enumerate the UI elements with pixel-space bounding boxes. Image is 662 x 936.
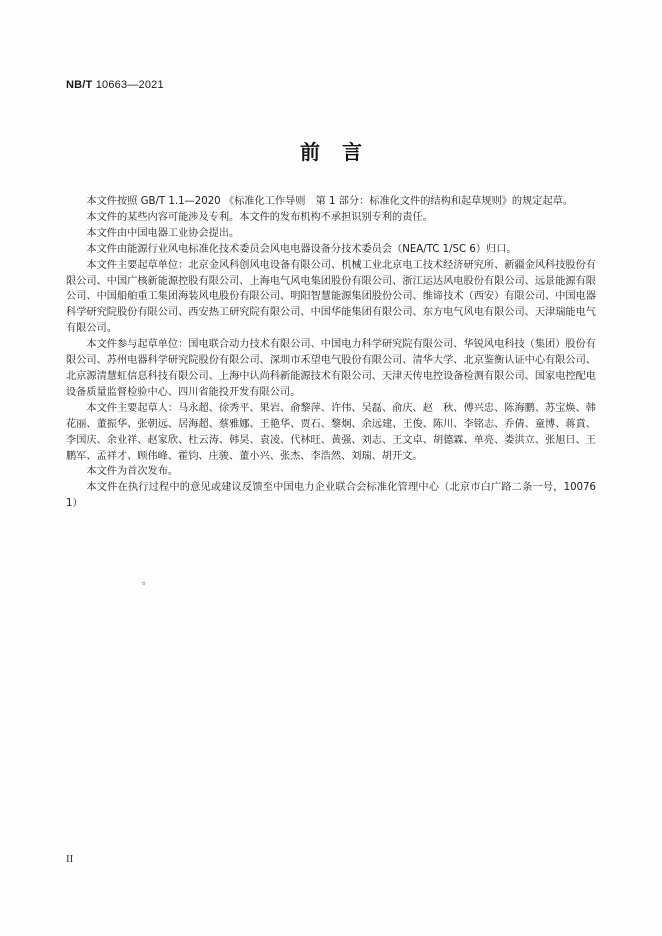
paragraph-main-drafting-units: 本文件主要起草单位：北京金风科创风电设备有限公司、机械工业北京电工技术经济研究所、新疆金风科技股份有限公司、中国广核新能源控股有限公司、上海电气风电集团股份有限公司、浙江运达风电股份有限公司、远景能源有限公司、中国船舶重工集团海装风电股份有限公司、明阳智慧能源集团股份公司、维谛技术（西安）有限公司、中国电器科学研究院股份有限公司、西安热工研究院有限公司、中国华能集团有限公司、东方电气风电有限公司、天津瑞能电气有限公司。 bbox=[66, 259, 596, 335]
paragraph-proposer: 本文件由中国电器工业协会提出。 bbox=[86, 227, 240, 239]
foreword-body bbox=[66, 194, 596, 512]
trailing-mark: 。 bbox=[142, 576, 152, 587]
page-title: 前言 bbox=[300, 140, 384, 164]
paragraph-main-drafters: 本文件主要起草人：马永超、徐秀平、果岩、俞黎萍、许伟、吴磊、俞庆、赵 秋、傅兴忠、陈海鹏、苏宝焕、韩花丽、董振华、张朝远、居海超、蔡雅娜、王艳华、贾石、黎炯、余远建、王俊、陈川、李铭志、乔倩、童博、蒋賁、李国庆、余业祥、赵家欣、杜云涛、韩昊、袁凌、代林旺、黄强、刘志、王文卓、胡德霖、单亮、娄洪立、张旭日、王鹏军、孟祥才、顾伟峰、霍钧、庄骏、董小兴、张杰、李浩然、刘瑞、胡开文。 bbox=[66, 402, 596, 462]
standard-code bbox=[66, 79, 164, 91]
paragraph-first-release: 本文件为首次发布。 bbox=[86, 466, 179, 478]
paragraph-participating-units: 本文件参与起草单位：国电联合动力技术有限公司、中国电力科学研究院有限公司、华锐风电科技（集团）股份有限公司、苏州电器科学研究院股份有限公司、深圳市禾望电气股份有限公司、清华大学、北京鉴衡认证中心有限公司、北京源清慧虹信息科技有限公司、上海中认尚科新能源技术有限公司、天津天传电控设备检测有限公司、国家电控配电设备质量监督检验中心、四川省能投开发有限公司。 bbox=[66, 339, 596, 398]
paragraph-patent-notice: 本文件的某些内容可能涉及专利。本文件的发布机构不承担识别专利的责任。 bbox=[86, 211, 433, 223]
page-number: II bbox=[66, 853, 74, 865]
paragraph-drafting-rules: 本文件按照 GB/T 1.1—2020 《标准化工作导则 第 1 部分：标准化文件的结构和起草规则》的规定起草。 bbox=[86, 196, 574, 207]
standard-number: 10663—2021 bbox=[95, 79, 164, 91]
standard-prefix: NB/T bbox=[66, 79, 93, 91]
paragraph-feedback: 本文件在执行过程中的意见或建议反馈至中国电力企业联合会标准化管理中心（北京市白广路二条一号，100761） bbox=[66, 482, 596, 510]
paragraph-committee: 本文件由能源行业风电标准化技术委员会风电电器设备分技术委员会（NEA/TC 1/SC 6）归口。 bbox=[86, 243, 517, 255]
